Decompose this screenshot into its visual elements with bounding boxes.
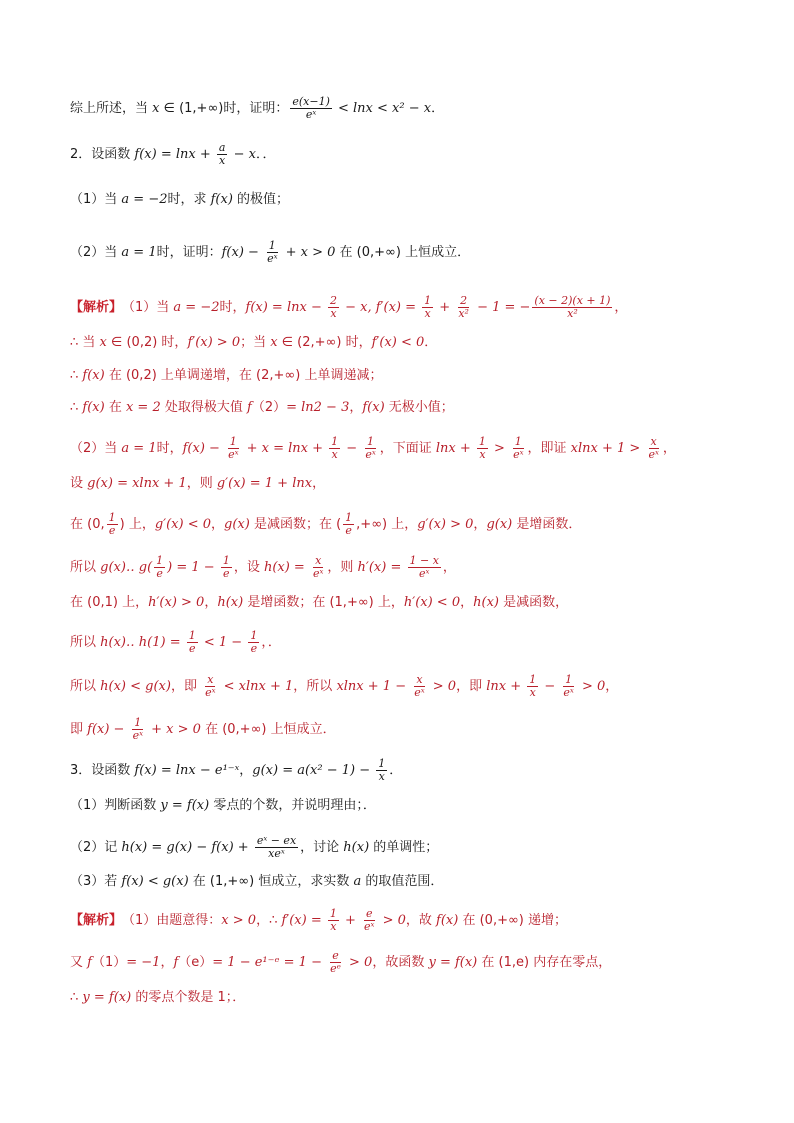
- math-expr: a = −2: [121, 192, 168, 207]
- analysis-tag: 【解析】: [70, 299, 123, 315]
- analysis-tag: 【解析】: [70, 912, 123, 928]
- math-expr: h(x) =: [263, 559, 309, 575]
- math-expr: > 0: [378, 912, 406, 928]
- text-line: [70, 630, 754, 655]
- text-run: 设: [70, 476, 88, 491]
- text-run: 3．设函数: [70, 762, 135, 778]
- fraction-denominator: eˣ: [513, 448, 524, 461]
- fraction: [187, 630, 198, 655]
- fraction-numerator: 1: [478, 435, 486, 448]
- fraction-numerator: 1: [329, 907, 337, 920]
- fraction: [265, 240, 279, 265]
- text-line: [70, 950, 754, 975]
- text-run: （e）: [178, 954, 213, 970]
- math-expr: a = 1: [121, 440, 157, 456]
- math-expr: xlnx + 1 −: [336, 678, 411, 694]
- text-run: ∴: [70, 990, 83, 1005]
- text-run: ∴: [70, 368, 83, 383]
- text-line: [70, 398, 754, 418]
- text-line: [70, 593, 754, 613]
- math-expr: + x > 0: [147, 721, 201, 737]
- fraction-denominator: eˣ: [312, 567, 324, 580]
- fraction: [217, 142, 228, 167]
- fraction-denominator: eˣ: [267, 252, 278, 265]
- text-line: [70, 96, 754, 121]
- fraction-numerator: 1: [156, 554, 164, 567]
- fraction-denominator: e: [250, 642, 258, 655]
- fraction-numerator: 1: [134, 716, 142, 729]
- text-run: 是增函数；在 (1,+∞) 上，: [243, 595, 404, 610]
- math-expr: − x: [229, 146, 256, 162]
- text-line: [70, 717, 754, 742]
- fraction-denominator: x: [378, 770, 385, 783]
- text-run: 在 (0,1) 上，: [70, 595, 149, 610]
- math-expr: f(x): [436, 912, 459, 928]
- fraction: [311, 555, 325, 580]
- text-run: （1）当: [70, 192, 122, 207]
- fraction-denominator: x: [330, 920, 337, 933]
- math-expr: g′(x) < 0: [154, 516, 212, 532]
- text-run: 即: [70, 721, 88, 737]
- math-expr: x = 2: [125, 400, 161, 415]
- text-run: 的取值范围．: [361, 874, 444, 889]
- text-run: 的零点个数是 1；．: [131, 990, 246, 1005]
- text-run: ，设: [233, 559, 264, 575]
- text-run: ，: [460, 595, 474, 610]
- text-run: ．: [389, 762, 403, 778]
- text-run: ∴: [70, 400, 83, 415]
- text-run: 在 (0,+∞) 上恒成立．: [335, 244, 471, 260]
- fraction-denominator: e: [345, 524, 352, 537]
- fraction: [561, 674, 575, 699]
- text-line: [70, 796, 754, 816]
- text-run: 是减函数，: [498, 595, 569, 610]
- text-run: ，: [211, 516, 225, 532]
- math-expr: g(x): [486, 516, 513, 532]
- math-expr: f′(x) > 0: [187, 335, 241, 350]
- text-line: [70, 908, 754, 933]
- fraction-denominator: eˣ: [414, 686, 425, 699]
- math-expr: lnx +: [435, 440, 475, 456]
- math-expr: g′(x) = 1 + lnx: [216, 476, 313, 491]
- text-run: ，所以: [293, 678, 337, 694]
- fraction-denominator: x²: [567, 307, 578, 320]
- text-line: [70, 512, 754, 537]
- text-line: [70, 872, 754, 892]
- math-expr: f(x) −: [221, 244, 264, 260]
- fraction: [328, 950, 343, 975]
- fraction: [362, 908, 376, 933]
- text-run: ，: [204, 595, 218, 610]
- math-expr: a: [353, 874, 362, 889]
- text-run: ，: [662, 440, 676, 456]
- text-run: ，则: [186, 476, 217, 491]
- fraction-denominator: eˣ: [563, 686, 574, 699]
- math-expr: + x > 0: [281, 244, 336, 260]
- math-expr: > 0: [577, 678, 606, 694]
- fraction-numerator: e: [332, 949, 339, 962]
- fraction: [255, 835, 298, 860]
- fraction-numerator: 1: [565, 673, 573, 686]
- fraction-denominator: eˣ: [419, 567, 430, 580]
- fraction-denominator: e: [188, 642, 196, 655]
- math-expr: h(x): [473, 595, 499, 610]
- math-expr: h(x): [343, 839, 370, 855]
- text-run: 所以: [70, 678, 101, 694]
- math-expr: = ln2 − 3: [286, 400, 350, 415]
- fraction-denominator: x: [479, 448, 486, 461]
- math-expr: x: [270, 335, 278, 350]
- fraction-denominator: x: [529, 686, 536, 699]
- text-run: 是增函数．: [512, 516, 582, 532]
- fraction-denominator: x: [424, 307, 431, 320]
- fraction-denominator: eˣ: [228, 448, 239, 461]
- math-expr: h(x)‥ h(1) =: [100, 634, 185, 650]
- text-run: 时，: [156, 440, 183, 456]
- text-run: （1）判断函数: [70, 798, 161, 813]
- text-run: 零点的个数，并说明理由；．: [209, 798, 376, 813]
- text-run: ，: [442, 559, 456, 575]
- fraction-numerator: 1 − x: [409, 554, 439, 567]
- math-expr: < 1 −: [199, 634, 247, 650]
- fraction-denominator: eˣ: [305, 108, 317, 121]
- math-expr: y = f(x): [428, 954, 478, 970]
- text-run: ，: [473, 516, 487, 532]
- fraction-denominator: e: [223, 567, 230, 580]
- math-expr: +: [435, 299, 455, 315]
- math-expr: > 0: [344, 954, 373, 970]
- fraction-numerator: 1: [250, 629, 258, 642]
- math-expr: +: [340, 912, 361, 928]
- text-run: ，: [605, 678, 619, 694]
- text-run: ，即证: [527, 440, 571, 456]
- fraction-numerator: x: [315, 554, 322, 567]
- text-run: 2．设函数: [70, 146, 135, 162]
- math-expr: f: [247, 400, 252, 415]
- text-run: 在 (0,+∞) 递增；: [458, 912, 568, 928]
- text-line: [70, 835, 754, 860]
- text-run: ，: [349, 400, 363, 415]
- text-line: [70, 333, 754, 353]
- fraction-denominator: xeˣ: [268, 847, 285, 860]
- fraction-numerator: 1: [188, 629, 196, 642]
- text-run: ,+∞) 上，: [356, 516, 418, 532]
- math-expr: f(x) −: [182, 440, 225, 456]
- text-line: [70, 190, 754, 210]
- text-line: [70, 295, 754, 320]
- fraction-denominator: eˣ: [132, 729, 144, 742]
- text-line: [70, 758, 754, 783]
- text-run: ，: [160, 954, 174, 970]
- text-run: （1）当: [122, 299, 174, 315]
- text-run: 在 (1,+∞) 恒成立，求实数: [188, 874, 354, 889]
- text-run: 无极小值；: [384, 400, 454, 415]
- fraction-numerator: 1: [424, 294, 432, 307]
- text-run: （2）当: [70, 244, 122, 260]
- fraction-numerator: a: [218, 141, 226, 154]
- fraction: [107, 512, 118, 537]
- text-run: 在: [104, 400, 126, 415]
- fraction-numerator: 1: [514, 435, 522, 448]
- text-run: 时，求: [167, 192, 211, 207]
- fraction: [343, 512, 354, 537]
- math-expr: h′(x) =: [357, 559, 406, 575]
- fraction: [456, 295, 471, 320]
- fraction-numerator: 1: [529, 673, 537, 686]
- math-expr: + x = lnx +: [242, 440, 328, 456]
- math-expr: f(x) = lnx −: [245, 299, 326, 315]
- text-run: 时，证明：: [156, 244, 222, 260]
- text-line: [70, 436, 754, 461]
- math-expr: y = f(x): [160, 798, 210, 813]
- math-expr: f(x) −: [87, 721, 129, 737]
- text-run: 处取得极大值: [160, 400, 247, 415]
- math-expr: g′(x) > 0: [417, 516, 474, 532]
- text-run: 在 (0,+∞) 上恒成立．: [200, 721, 336, 737]
- text-run: 又: [70, 954, 88, 970]
- math-expr: >: [489, 440, 510, 456]
- math-expr: f(x): [210, 192, 233, 207]
- fraction-denominator: x: [331, 448, 338, 461]
- text-run: ∈ (1,+∞)时，证明：: [159, 100, 289, 116]
- text-run: ．．: [255, 146, 276, 162]
- math-expr: xlnx + 1 >: [570, 440, 645, 456]
- fraction-numerator: 1: [108, 511, 116, 524]
- fraction: [154, 555, 165, 580]
- fraction: [290, 96, 332, 121]
- math-expr: y = f(x): [82, 990, 132, 1005]
- fraction: [131, 717, 145, 742]
- text-run: 所以: [70, 634, 101, 650]
- math-expr: < lnx < x² − x: [333, 100, 432, 116]
- fraction-numerator: eˣ − ex: [256, 834, 297, 847]
- math-expr: g(x): [224, 516, 250, 532]
- math-expr: −: [342, 440, 362, 456]
- text-run: ．: [424, 335, 438, 350]
- fraction: [328, 295, 339, 320]
- text-run: ，: [239, 762, 253, 778]
- text-run: ，故函数: [372, 954, 429, 970]
- fraction: [221, 555, 232, 580]
- text-line: [70, 674, 754, 699]
- math-expr: f(x): [362, 400, 385, 415]
- fraction-denominator: x: [330, 307, 337, 320]
- fraction-numerator: 1: [367, 435, 375, 448]
- text-run: ，: [614, 299, 628, 315]
- fraction-numerator: 1: [378, 757, 386, 770]
- fraction: [511, 436, 525, 461]
- math-expr: = 1 − e¹⁻ᵉ = 1 −: [212, 954, 327, 970]
- text-run: ∈ (2,+∞) 时，: [277, 335, 372, 350]
- text-run: （1）: [91, 954, 127, 970]
- text-run: ，则: [327, 559, 358, 575]
- math-expr: h(x): [217, 595, 244, 610]
- fraction: [477, 436, 488, 461]
- math-expr: x: [99, 335, 107, 350]
- text-run: ，．: [261, 634, 281, 650]
- fraction-denominator: eˣ: [648, 448, 659, 461]
- math-expr: g(x)‥ g(: [100, 559, 153, 575]
- math-expr: h(x) = g(x) − f(x) +: [121, 839, 253, 855]
- math-expr: x: [152, 100, 160, 116]
- fraction-numerator: 2: [329, 294, 337, 307]
- math-expr: x > 0: [221, 912, 257, 928]
- text-run: ，即: [456, 678, 487, 694]
- math-expr: f(x): [82, 368, 105, 383]
- text-line: [70, 142, 754, 167]
- fraction: [376, 758, 387, 783]
- math-expr: −: [540, 678, 560, 694]
- text-run: 在 (0,: [70, 516, 105, 532]
- text-run: ) 上，: [119, 516, 155, 532]
- fraction: [646, 436, 660, 461]
- text-run: ，: [312, 476, 326, 491]
- math-expr: f′(x) < 0: [371, 335, 425, 350]
- text-run: 的单调性；: [369, 839, 439, 855]
- fraction: [408, 555, 441, 580]
- fraction-numerator: 1: [268, 239, 276, 252]
- text-run: 是减函数；在 (: [249, 516, 342, 532]
- fraction-denominator: x²: [458, 307, 469, 320]
- math-expr: lnx +: [486, 678, 526, 694]
- math-expr: f(x): [82, 400, 105, 415]
- text-run: ∴ 当: [70, 335, 100, 350]
- text-run: （1）由题意得：: [122, 912, 222, 928]
- math-expr: < xlnx + 1: [219, 678, 294, 694]
- fraction: [527, 674, 538, 699]
- text-run: ，∴: [256, 912, 282, 928]
- text-run: 时，: [219, 299, 246, 315]
- fraction: [328, 908, 339, 933]
- fraction: [226, 436, 240, 461]
- fraction-denominator: eˣ: [365, 448, 376, 461]
- text-run: 的极值；: [232, 192, 290, 207]
- fraction: [422, 295, 433, 320]
- fraction-numerator: x: [207, 673, 214, 686]
- math-expr: f(x) = lnx +: [134, 146, 215, 162]
- fraction-denominator: x: [219, 154, 226, 167]
- text-run: （3）若: [70, 874, 122, 889]
- fraction-denominator: e: [156, 567, 163, 580]
- fraction-denominator: e: [108, 524, 116, 537]
- text-run: 所以: [70, 559, 101, 575]
- fraction-numerator: (x − 2)(x + 1): [534, 294, 611, 307]
- math-expr: ) = 1 −: [167, 559, 219, 575]
- math-expr: f′(x) =: [281, 912, 326, 928]
- fraction-numerator: 2: [460, 294, 468, 307]
- text-run: （2）当: [70, 440, 122, 456]
- text-line: [70, 240, 754, 265]
- text-run: ，故: [405, 912, 437, 928]
- fraction-numerator: 1: [345, 511, 353, 524]
- text-run: 在 (0,2) 上单调递增，在 (2,+∞) 上单调递减；: [104, 368, 383, 383]
- text-run: 在 (1,e) 内存在零点，: [477, 954, 612, 970]
- fraction: [363, 436, 377, 461]
- text-run: ；当: [240, 335, 271, 350]
- text-run: ，即: [170, 678, 202, 694]
- text-run: ．: [431, 100, 445, 116]
- math-expr: a = −2: [173, 299, 220, 315]
- math-expr: > 0: [428, 678, 457, 694]
- text-run: 综上所述，当: [70, 100, 153, 116]
- fraction-denominator: eˣ: [205, 686, 216, 699]
- text-run: ∈ (0,2) 时，: [106, 335, 188, 350]
- text-line: [70, 555, 754, 580]
- fraction-numerator: 1: [229, 435, 237, 448]
- text-line: [70, 988, 754, 1008]
- fraction-numerator: e: [366, 907, 373, 920]
- math-expr: a = 1: [121, 244, 157, 260]
- fraction-denominator: eᵉ: [330, 962, 341, 975]
- math-expr: g(x) = a(x² − 1) −: [252, 762, 375, 778]
- math-expr: h′(x) > 0: [148, 595, 205, 610]
- fraction: [248, 630, 259, 655]
- text-run: （2）: [251, 400, 287, 415]
- fraction: [329, 436, 340, 461]
- math-expr: − x, f′(x) =: [340, 299, 421, 315]
- math-expr: h(x) < g(x): [100, 678, 171, 694]
- fraction-numerator: e(x−1): [292, 95, 330, 108]
- math-expr: = −1: [126, 954, 161, 970]
- math-expr: h′(x) < 0: [403, 595, 461, 610]
- math-expr: f(x) < g(x): [121, 874, 189, 889]
- fraction: [412, 674, 426, 699]
- text-line: [70, 474, 754, 494]
- fraction-numerator: 1: [222, 554, 230, 567]
- math-expr: − 1 = −: [472, 299, 531, 315]
- text-run: ，讨论: [300, 839, 344, 855]
- math-expr: f: [87, 954, 92, 970]
- text-line: [70, 366, 754, 386]
- fraction: [532, 295, 612, 320]
- fraction-numerator: x: [416, 673, 423, 686]
- math-expr: f: [173, 954, 179, 970]
- math-expr: g(x) = xlnx + 1: [87, 476, 187, 491]
- text-run: ，下面证: [379, 440, 436, 456]
- fraction-denominator: eˣ: [364, 920, 375, 933]
- fraction: [203, 674, 217, 699]
- math-expr: f(x) = lnx − e¹⁻ˣ: [134, 762, 240, 778]
- fraction-numerator: 1: [331, 435, 339, 448]
- text-run: （2）记: [70, 839, 122, 855]
- fraction-numerator: x: [650, 435, 657, 448]
